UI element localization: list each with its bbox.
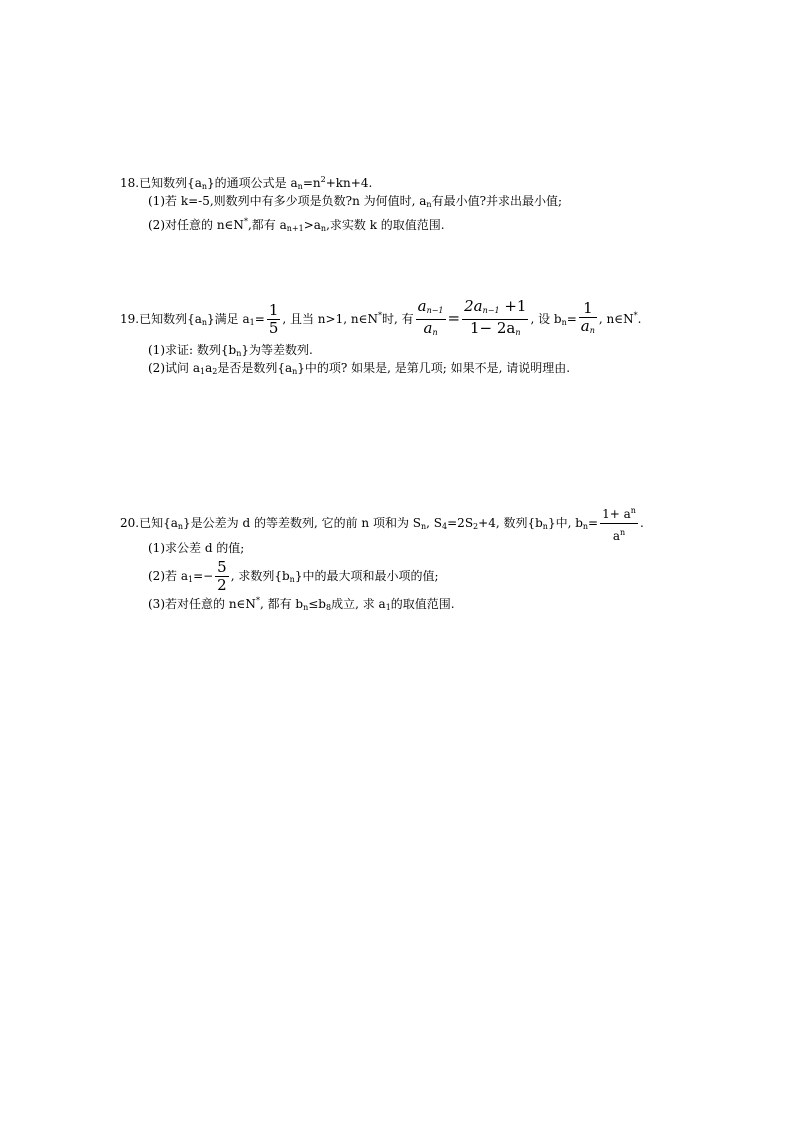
q19-text: a: [423, 319, 433, 337]
fraction-numerator: 1: [579, 300, 597, 318]
q20-sup: *: [255, 596, 260, 605]
q18-text: 有最小值?并求出最小值;: [431, 194, 563, 208]
q19-sub: n: [589, 326, 595, 335]
q20-text: , 求数列{b: [230, 569, 290, 583]
q19-fraction-bn: [579, 300, 597, 339]
q20-sub: 8: [325, 603, 332, 612]
q20-sub: n: [421, 522, 427, 531]
q19-sup: *: [633, 311, 638, 320]
q19-sub: n: [292, 367, 298, 376]
q19-fraction-recurrence: [462, 298, 528, 341]
q19-number: 19.: [120, 312, 140, 326]
q18-sub: n: [426, 200, 432, 209]
q19-text: =: [566, 312, 577, 326]
fraction-denominator: 5: [268, 319, 279, 337]
q20-sub: 1: [187, 575, 194, 584]
q20-text: 的取值范围.: [390, 597, 455, 611]
fraction-numerator: 5: [217, 558, 227, 576]
q19-text: 时, 有: [381, 312, 414, 326]
q20-text: =−: [193, 569, 214, 583]
q19-stem: [120, 296, 641, 343]
q19-text: , 且当 n>1, n∈N: [282, 312, 378, 326]
q18-sub: n: [320, 224, 327, 233]
q19-fraction-a1: [267, 302, 281, 337]
q20-sup: n: [630, 506, 636, 515]
fraction-denominator: [600, 524, 638, 545]
q18-text: (2)对任意的 n∈N: [148, 218, 244, 232]
q20-sub: 4: [442, 522, 448, 531]
q18-text: =n: [302, 176, 321, 190]
fraction-denominator: 2: [217, 576, 227, 594]
q19-text: 2a: [464, 297, 483, 315]
q20-fraction-a1: [215, 559, 229, 594]
q19-text: .: [637, 312, 642, 326]
q19-text: , n∈N: [598, 312, 634, 326]
q19-text: 是否是数列{a: [217, 361, 293, 375]
q18-text: 已知数列{a: [139, 176, 202, 190]
q18-text: ,求实数 k 的取值范围.: [326, 218, 445, 232]
q20-sub: n: [582, 522, 589, 531]
q19-sub: n: [432, 328, 438, 337]
fraction-numerator: [600, 502, 638, 524]
q19-sub: n: [201, 318, 208, 327]
q20-text: .: [639, 516, 644, 530]
q19-text: a: [417, 297, 427, 315]
fraction-numerator: 1: [268, 301, 279, 319]
q18-sub: n+1: [286, 224, 304, 233]
q20-part-1: [148, 540, 244, 556]
q20-text: }中的最大项和最小项的值;: [294, 569, 439, 583]
q20-sub: n: [303, 603, 309, 612]
q20-fraction-bn: [600, 502, 638, 545]
q18-text: (1)若 k=-5,则数列中有多少项是负数?n 为何值时, a: [148, 194, 427, 208]
q18-text: +kn+4.: [325, 176, 373, 190]
q19-fraction-ratio: [416, 298, 446, 341]
q20-text: (1)求公差 d 的值;: [148, 541, 245, 555]
q19-sub: n: [561, 318, 567, 327]
q19-text: (2)试问 a: [148, 361, 200, 375]
q19-text: }满足 a: [207, 312, 250, 326]
q19-text: , 设 b: [530, 312, 562, 326]
q18-sub: n: [297, 182, 303, 191]
q20-text: ≤b: [308, 597, 326, 611]
q20-text: 1+ a: [602, 507, 631, 521]
q19-part-2: [148, 360, 570, 380]
q19-text: 已知数列{a: [139, 312, 202, 326]
q19-text: }为等差数列.: [241, 343, 313, 357]
q19-sub: n−1: [482, 306, 500, 315]
q20-text: a: [612, 529, 621, 543]
q20-text: =: [588, 516, 599, 530]
q19-sup: *: [377, 311, 382, 320]
q20-sub: n: [289, 575, 295, 584]
q18-text: ,都有 a: [247, 218, 287, 232]
q20-sub: n: [177, 522, 184, 531]
q20-sub: n: [542, 522, 548, 531]
q19-text: +1: [499, 297, 527, 315]
fraction-denominator: [579, 318, 597, 339]
q19-text: 1− 2a: [470, 319, 516, 337]
q18-stem: [120, 172, 372, 195]
q18-sub: n: [201, 182, 208, 191]
fraction-denominator: [416, 320, 446, 341]
q18-text: >a: [303, 218, 321, 232]
q20-text: , 都有 b: [259, 597, 304, 611]
q20-part-3: [148, 593, 455, 616]
fraction-numerator: [462, 298, 528, 320]
q19-sub: 1: [199, 367, 206, 376]
q19-text: (1)求证: 数列{b: [148, 343, 237, 357]
q20-sup: n: [620, 528, 626, 537]
q18-sup: *: [243, 217, 248, 226]
q20-text: =2S: [447, 516, 474, 530]
q20-text: 成立, 求 a: [331, 597, 386, 611]
q20-text: (2)若 a: [148, 569, 188, 583]
q20-text: 已知{a: [139, 516, 178, 530]
q18-sup: 2: [320, 175, 326, 184]
q19-sub: n: [236, 349, 242, 358]
q20-text: }是公差为 d 的等差数列, 它的前 n 项和为 S: [183, 516, 422, 530]
q18-text: }的通项公式是 a: [207, 176, 298, 190]
fraction-denominator: [462, 320, 528, 341]
q18-part-2: [148, 214, 445, 237]
q20-text: }中, b: [547, 516, 583, 530]
q19-part-1: [148, 342, 313, 362]
q19-sub: 2: [212, 367, 218, 376]
q18-number: 18.: [120, 176, 140, 190]
q19-equals: =: [447, 309, 461, 327]
q18-part-1: [148, 193, 562, 213]
q20-text: +4, 数列{b: [478, 516, 543, 530]
q20-number: 20.: [120, 516, 140, 530]
q19-sub: n−1: [426, 306, 444, 315]
q20-sub: 1: [385, 603, 391, 612]
q20-sub: 2: [473, 522, 479, 531]
q19-sub: n: [515, 328, 521, 337]
q19-text: a: [580, 317, 590, 335]
q19-text: =: [254, 312, 265, 326]
q19-text: }中的项? 如果是, 是第几项; 如果不是, 请说明理由.: [297, 361, 571, 375]
q20-text: (3)若对任意的 n∈N: [148, 597, 256, 611]
q19-sub: 1: [249, 318, 255, 327]
fraction-numerator: [416, 298, 446, 320]
q20-text: , S: [426, 516, 443, 530]
q19-text: a: [205, 361, 213, 375]
